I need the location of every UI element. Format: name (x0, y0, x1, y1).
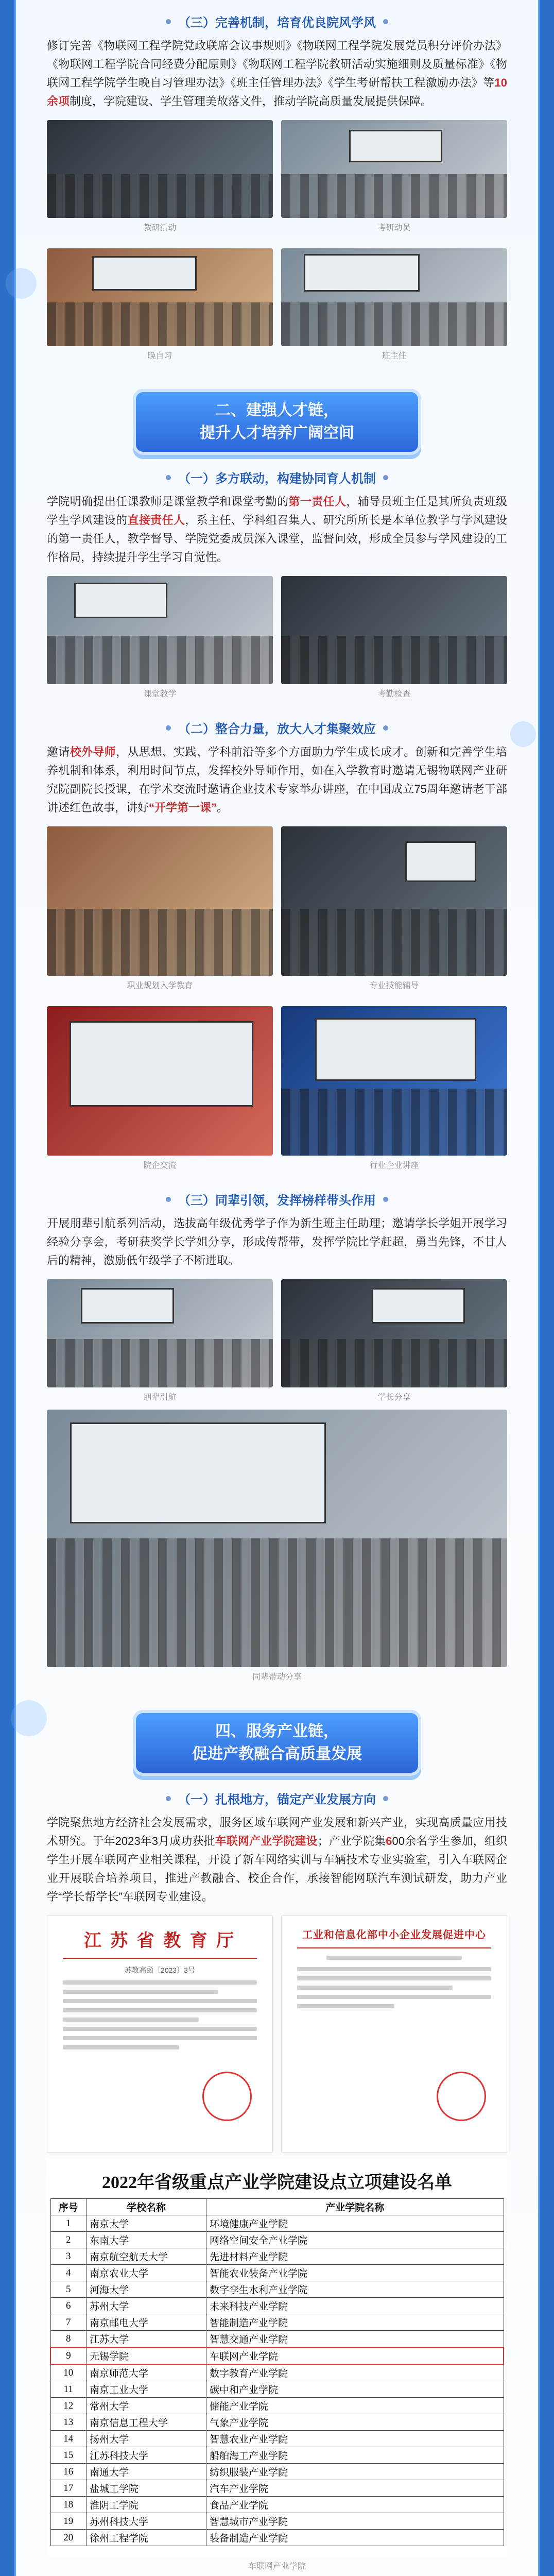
photo (47, 248, 273, 346)
college-name: 数字教育产业学院 (206, 2364, 504, 2381)
photo-caption: 考研动员 (377, 224, 411, 232)
table-header: 学校名称 (86, 2199, 206, 2215)
table-row (50, 2248, 504, 2265)
table-row (50, 2398, 504, 2414)
photo-caption: 朋辈引航 (143, 1393, 177, 1402)
row-number: 11 (50, 2381, 86, 2398)
heading-dot-icon (383, 475, 388, 480)
college-name: 纺织服装产业学院 (206, 2464, 504, 2480)
photo (281, 248, 507, 346)
heading-dot-icon (166, 1796, 171, 1801)
college-name: 船舶海工产业学院 (206, 2447, 504, 2464)
photo-caption: 晚自习 (147, 352, 172, 361)
college-name: 食品产业学院 (206, 2497, 504, 2513)
photo (47, 1410, 507, 1667)
table-row (50, 2464, 504, 2480)
photo (47, 1279, 273, 1387)
table-row (50, 2497, 504, 2513)
photo-caption: 职业规划入学教育 (127, 981, 193, 990)
photo (281, 1279, 507, 1387)
table-row (50, 2298, 504, 2314)
photo-caption: 车联网产业学院 (248, 2562, 306, 2571)
school-name: 淮阴工学院 (86, 2497, 206, 2513)
college-name: 装备制造产业学院 (206, 2530, 504, 2546)
school-name: 苏州科技大学 (86, 2513, 206, 2530)
school-name: 江苏大学 (86, 2331, 206, 2348)
college-name: 碳中和产业学院 (206, 2381, 504, 2398)
school-name: 苏州大学 (86, 2298, 206, 2314)
table-row (50, 2447, 504, 2464)
table-row (50, 2480, 504, 2497)
table (50, 2198, 504, 2546)
row-number: 12 (50, 2398, 86, 2414)
table-row (50, 2281, 504, 2298)
photo (47, 576, 273, 684)
table-row (50, 2530, 504, 2546)
school-name: 无锡学院 (86, 2347, 206, 2364)
school-name: 南京邮电大学 (86, 2314, 206, 2331)
photo (281, 120, 507, 218)
row-number: 7 (50, 2314, 86, 2331)
row-number: 3 (50, 2248, 86, 2265)
table-row (50, 2265, 504, 2281)
document-scans (47, 1916, 507, 2153)
college-name: 智慧交通产业学院 (206, 2331, 504, 2348)
table-row (50, 2232, 504, 2248)
heading-dot-icon (166, 1197, 171, 1202)
photo-caption: 专业技能辅导 (369, 981, 419, 990)
paragraph: 邀请校外导师，从思想、实践、学科前沿等多个方面助力学生成长成才。创新和完善学生培养机制和体系，利用时间节点，发挥校外导师作用，如在入学教育时邀请无锡物联网产业研究院副院长授课，在学术交流时邀请企业技术专家举办讲座，在中国成立75周年邀请老干部讲述红色故事，讲好“开学第一课”。 (47, 745, 507, 814)
row-number: 17 (50, 2480, 86, 2497)
photo-caption: 课堂教学 (143, 690, 177, 699)
notice-document: 工业和信息化部中小企业发展促进中心 (281, 1916, 507, 2153)
section-heading: （三）同辈引领，发挥榜样带头作用 (47, 1190, 507, 1208)
table-row (50, 2331, 504, 2348)
table-header: 序号 (50, 2199, 86, 2215)
school-name: 常州大学 (86, 2398, 206, 2414)
heading-dot-icon (166, 725, 171, 731)
school-name: 东南大学 (86, 2232, 206, 2248)
table-row (50, 2381, 504, 2398)
college-name: 未来科技产业学院 (206, 2298, 504, 2314)
photo-caption: 同辈带动分享 (252, 1673, 302, 1682)
section-heading: （三）完善机制，培育优良院风学风 (47, 12, 507, 30)
paragraph: 开展朋辈引航系列活动，选拔高年级优秀学子作为新生班主任助理；邀请学长学姐开展学习经验分享会，考研获奖学长学姐分享，形成传帮带，发挥学院比学赶超，勇当先锋，不甘人后的精神，激励低年级学子不断进取。 (47, 1217, 507, 1267)
row-number: 16 (50, 2464, 86, 2480)
school-name: 南通大学 (86, 2464, 206, 2480)
row-number: 19 (50, 2513, 86, 2530)
page-frame (14, 0, 540, 2576)
article-content (16, 12, 538, 2576)
college-name: 环境健康产业学院 (206, 2215, 504, 2232)
school-name: 南京航空航天大学 (86, 2248, 206, 2265)
table-header: 产业学院名称 (206, 2199, 504, 2215)
photo-caption: 学长分享 (377, 1393, 411, 1402)
row-number: 9 (50, 2347, 86, 2364)
college-name: 智能制造产业学院 (206, 2314, 504, 2331)
section-banner: 二、建强人才链， 提升人才培养广阔空间 (133, 389, 421, 455)
heading-dot-icon (383, 725, 388, 731)
seal-icon (437, 2072, 486, 2121)
row-number: 20 (50, 2530, 86, 2546)
school-name: 南京工业大学 (86, 2381, 206, 2398)
table-row (50, 2431, 504, 2447)
school-name: 南京大学 (86, 2215, 206, 2232)
row-number: 4 (50, 2265, 86, 2281)
heading-dot-icon (383, 1796, 388, 1801)
college-name: 网络空间安全产业学院 (206, 2232, 504, 2248)
photo-caption: 班主任 (382, 352, 407, 361)
photo-caption: 院企交流 (143, 1161, 177, 1170)
row-number: 1 (50, 2215, 86, 2232)
heading-dot-icon (166, 19, 171, 24)
notice-document: 江 苏 省 教 育 厅 苏教高函〔2023〕3号 (47, 1916, 273, 2153)
row-number: 10 (50, 2364, 86, 2381)
paragraph: 学院聚焦地方经济社会发展需求，服务区域车联网产业发展和新兴产业，实现高质量应用技术研究。于年2023年3月成功获批车联网产业学院建设；产业学院集600余名学生参加，组织学生开展车联网产业相关课程，开设了新车网络实训与车辆技术专业实验室，引入车联网企业开展联合培养项目，推进产教融合、校企合作，承接智能网联汽车测试研发，助力产业学“学长帮学长”车联网专业建设。 (47, 1816, 507, 1903)
table-row (50, 2314, 504, 2331)
college-name: 车联网产业学院 (206, 2347, 504, 2364)
school-name: 徐州工程学院 (86, 2530, 206, 2546)
section-heading: （一）扎根地方，锚定产业发展方向 (47, 1789, 507, 1807)
school-name: 南京信息工程大学 (86, 2414, 206, 2431)
row-number: 13 (50, 2414, 86, 2431)
college-name: 智慧农业产业学院 (206, 2431, 504, 2447)
college-name: 智慧城市产业学院 (206, 2513, 504, 2530)
photo (281, 826, 507, 976)
row-number: 15 (50, 2447, 86, 2464)
college-name: 储能产业学院 (206, 2398, 504, 2414)
photo-caption: 行业企业讲座 (369, 1161, 419, 1170)
table-row (50, 2215, 504, 2232)
section-heading: （一）多方联动，构建协同育人机制 (47, 468, 507, 486)
college-name: 数字孪生水利产业学院 (206, 2281, 504, 2298)
photo-caption: 教研活动 (143, 224, 177, 232)
row-number: 6 (50, 2298, 86, 2314)
photo (47, 120, 273, 218)
row-number: 8 (50, 2331, 86, 2348)
photo (47, 1006, 273, 1156)
photo (47, 826, 273, 976)
school-name: 河海大学 (86, 2281, 206, 2298)
table-row (50, 2414, 504, 2431)
photo (281, 1006, 507, 1156)
photo-grid (47, 826, 507, 1178)
row-number: 5 (50, 2281, 86, 2298)
college-name: 智能农业装备产业学院 (206, 2265, 504, 2281)
heading-dot-icon (383, 1197, 388, 1202)
school-name: 南京师范大学 (86, 2364, 206, 2381)
table-row (50, 2347, 504, 2364)
row-number: 2 (50, 2232, 86, 2248)
photo-grid (47, 1279, 507, 1410)
seal-icon (202, 2072, 252, 2121)
college-name: 气象产业学院 (206, 2414, 504, 2431)
paragraph: 修订完善《物联网工程学院党政联席会议事规则》《物联网工程学院发展党员积分评价办法》《物联网工程学院合同经费分配原则》《物联网工程学院教研活动实施细则及质量标准》《物联网工程学院学生晚自习管理办法》《班主任管理办法》《学生考研帮扶工程激励办法》等10余项制度，学院建设、学生管理美故落文件，推动学院高质量发展提供保障。 (47, 39, 507, 108)
college-name: 汽车产业学院 (206, 2480, 504, 2497)
table-row (50, 2364, 504, 2381)
section-banner: 四、服务产业链， 促进产教融合高质量发展 (133, 1710, 421, 1776)
school-name: 江苏科技大学 (86, 2447, 206, 2464)
table-row (50, 2513, 504, 2530)
college-name: 先进材料产业学院 (206, 2248, 504, 2265)
school-name: 南京农业大学 (86, 2265, 206, 2281)
photo-grid (47, 576, 507, 706)
heading-dot-icon (383, 19, 388, 24)
table-title: 2022年省级重点产业学院建设点立项建设名单 (102, 2173, 452, 2192)
heading-dot-icon (166, 475, 171, 480)
school-name: 扬州大学 (86, 2431, 206, 2447)
photo (281, 576, 507, 684)
row-number: 14 (50, 2431, 86, 2447)
project-list-table (47, 2159, 507, 2556)
school-name: 盐城工学院 (86, 2480, 206, 2497)
paragraph: 学院明确提出任课教师是课堂教学和课堂考勤的第一责任人，辅导员班主任是其所负责班级学生学风建设的直接责任人，系主任、学科组召集人、研究所所长是本单位教学与学风建设的第一责任人，教学督导、学院党委成员深入课堂，监督问效，形成全员参与学风建设的工作格局，持续提升学生学习自觉性。 (47, 495, 507, 564)
photo-caption: 考勤检查 (377, 690, 411, 699)
section-heading: （二）整合力量，放大人才集聚效应 (47, 719, 507, 737)
photo-grid (47, 120, 507, 368)
row-number: 18 (50, 2497, 86, 2513)
